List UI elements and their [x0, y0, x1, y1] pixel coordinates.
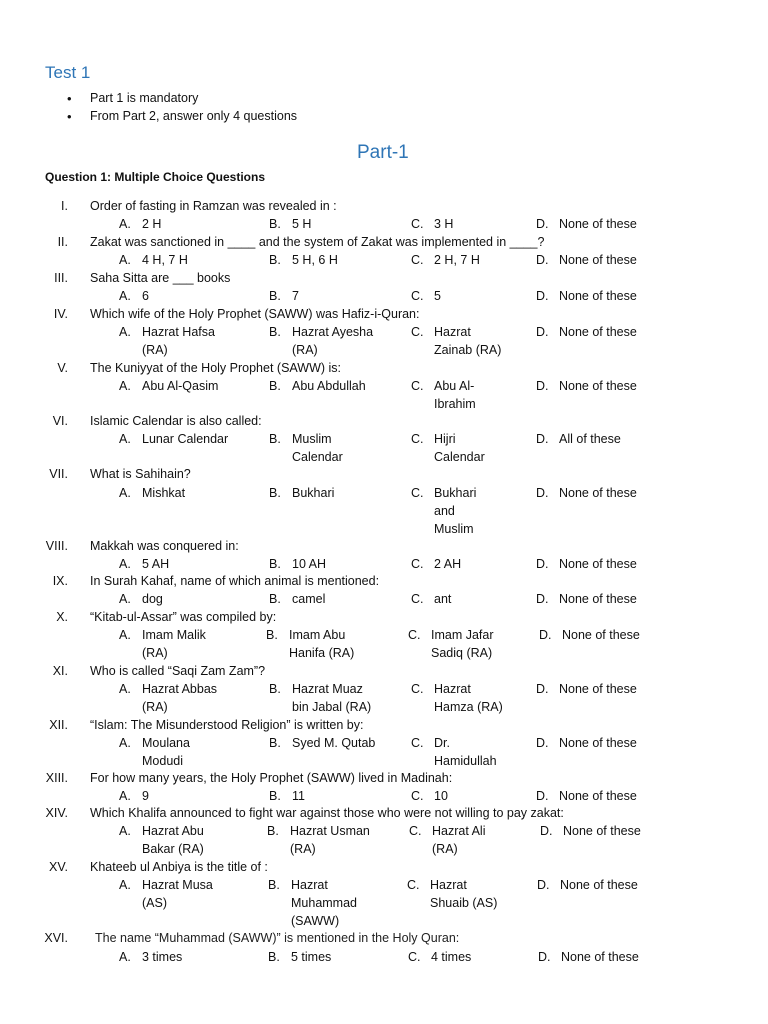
- question-text: Which Khalifa announced to fight war against those who were not willing to pay zakat:: [90, 806, 564, 820]
- option-text: None of these: [559, 789, 637, 803]
- question-text: The Kuniyyat of the Holy Prophet (SAWW) is:: [90, 361, 342, 375]
- option-text: None of these: [559, 592, 637, 606]
- option-letter: C.: [411, 736, 424, 750]
- option-letter: A.: [119, 789, 131, 803]
- option-letter: D.: [536, 682, 549, 696]
- option-text: Hazrat Musa: [142, 878, 213, 892]
- option-text: Shuaib (AS): [430, 896, 498, 910]
- option-text: Hazrat Hafsa: [142, 325, 215, 339]
- option-letter: A.: [119, 289, 131, 303]
- option-text: Hazrat Ali: [432, 824, 486, 838]
- option-letter: B.: [269, 432, 281, 446]
- option-text: Imam Malik: [142, 628, 206, 642]
- question-text: Zakat was sanctioned in ____ and the system of Zakat was implemented in ____?: [90, 235, 545, 249]
- option-text: None of these: [559, 682, 637, 696]
- option-letter: B.: [266, 628, 278, 642]
- bullet-icon: •: [67, 91, 72, 106]
- question-number: VIII.: [45, 539, 68, 553]
- option-text: Muslim: [292, 432, 332, 446]
- option-letter: D.: [536, 379, 549, 393]
- option-letter: D.: [536, 217, 549, 231]
- option-letter: C.: [411, 289, 424, 303]
- option-text: Hazrat Ayesha: [292, 325, 374, 339]
- section-heading: Question 1: Multiple Choice Questions: [45, 170, 266, 184]
- question-number: VI.: [52, 414, 68, 428]
- option-text: None of these: [559, 217, 637, 231]
- instruction-text: Part 1 is mandatory: [90, 91, 199, 105]
- option-text: All of these: [559, 432, 621, 446]
- option-text: and: [434, 504, 455, 518]
- question-number: III.: [54, 271, 68, 285]
- option-text: Mishkat: [142, 486, 186, 500]
- option-letter: A.: [119, 325, 131, 339]
- option-letter: D.: [537, 878, 550, 892]
- option-letter: D.: [536, 432, 549, 446]
- option-text: Bukhari: [434, 486, 477, 500]
- option-text: Dr.: [434, 736, 450, 750]
- option-text: (RA): [432, 842, 458, 856]
- option-text: Abu Abdullah: [292, 379, 366, 393]
- option-letter: B.: [269, 217, 281, 231]
- option-letter: C.: [411, 253, 424, 267]
- option-letter: A.: [119, 592, 131, 606]
- option-text: Hazrat: [291, 878, 328, 892]
- option-text: Sadiq (RA): [431, 646, 493, 660]
- option-text: Muhammad: [291, 896, 357, 910]
- option-letter: B.: [269, 325, 281, 339]
- option-text: 7: [292, 289, 299, 303]
- question-number: XVI.: [44, 931, 68, 945]
- option-text: 4 H, 7 H: [142, 253, 188, 267]
- option-letter: D.: [536, 486, 549, 500]
- option-text: None of these: [560, 878, 638, 892]
- question-text: Islamic Calendar is also called:: [90, 414, 262, 428]
- option-letter: B.: [269, 682, 281, 696]
- option-text: Imam Abu: [289, 628, 346, 642]
- option-text: 6: [142, 289, 149, 303]
- question-number: I.: [61, 199, 68, 213]
- question-text: Who is called “Saqi Zam Zam”?: [90, 664, 266, 678]
- option-text: Calendar: [434, 450, 485, 464]
- option-text: Moulana: [142, 736, 190, 750]
- option-text: None of these: [559, 253, 637, 267]
- question-number: V.: [57, 361, 68, 375]
- question-number: XIII.: [45, 771, 68, 785]
- option-text: (RA): [142, 646, 168, 660]
- option-letter: B.: [267, 824, 279, 838]
- option-letter: D.: [536, 736, 549, 750]
- option-letter: A.: [119, 824, 131, 838]
- option-text: Bukhari: [292, 486, 335, 500]
- bullet-icon: •: [67, 109, 72, 124]
- option-letter: B.: [269, 379, 281, 393]
- option-text: 2 H, 7 H: [434, 253, 480, 267]
- option-letter: D.: [536, 253, 549, 267]
- option-letter: C.: [411, 432, 424, 446]
- question-number: VII.: [49, 467, 68, 481]
- option-text: camel: [292, 592, 326, 606]
- question-text: Which wife of the Holy Prophet (SAWW) was Hafiz-i-Quran:: [90, 307, 420, 321]
- option-text: 2 AH: [434, 557, 462, 571]
- option-text: Hazrat: [434, 325, 471, 339]
- option-text: None of these: [561, 950, 639, 964]
- question-number: XII.: [49, 718, 68, 732]
- option-letter: B.: [269, 592, 281, 606]
- option-text: 5: [434, 289, 441, 303]
- option-text: dog: [142, 592, 163, 606]
- option-letter: C.: [411, 217, 424, 231]
- option-text: 10 AH: [292, 557, 327, 571]
- option-text: (RA): [142, 343, 168, 357]
- option-letter: C.: [411, 789, 424, 803]
- option-letter: A.: [119, 217, 131, 231]
- option-letter: A.: [119, 557, 131, 571]
- option-text: Zainab (RA): [434, 343, 502, 357]
- option-letter: C.: [407, 878, 420, 892]
- part-title: Part-1: [357, 142, 409, 163]
- option-text: 11: [292, 789, 305, 803]
- option-text: None of these: [559, 325, 637, 339]
- option-text: 5 H: [292, 217, 312, 231]
- option-text: 4 times: [431, 950, 472, 964]
- option-text: Hazrat: [434, 682, 471, 696]
- option-text: ant: [434, 592, 452, 606]
- option-letter: D.: [539, 628, 552, 642]
- option-text: 5 H, 6 H: [292, 253, 338, 267]
- option-text: 3 H: [434, 217, 454, 231]
- option-text: Muslim: [434, 522, 474, 536]
- option-text: (RA): [292, 343, 318, 357]
- option-letter: C.: [411, 379, 424, 393]
- option-text: Hazrat: [430, 878, 467, 892]
- question-number: II.: [57, 235, 68, 249]
- option-letter: D.: [536, 789, 549, 803]
- option-letter: B.: [269, 736, 281, 750]
- option-letter: C.: [409, 824, 422, 838]
- option-letter: A.: [119, 486, 131, 500]
- question-text: The name “Muhammad (SAWW)” is mentioned in the Holy Quran:: [95, 931, 460, 945]
- option-letter: D.: [540, 824, 553, 838]
- list-item: [67, 109, 298, 124]
- list-item: [67, 91, 199, 106]
- option-text: Ibrahim: [434, 397, 476, 411]
- option-letter: D.: [536, 325, 549, 339]
- option-letter: A.: [119, 432, 131, 446]
- option-text: 10: [434, 789, 448, 803]
- option-letter: B.: [269, 253, 281, 267]
- option-letter: C.: [408, 628, 421, 642]
- option-letter: C.: [411, 486, 424, 500]
- option-text: (RA): [142, 700, 168, 714]
- option-text: Calendar: [292, 450, 343, 464]
- option-letter: A.: [119, 950, 131, 964]
- question-text: Saha Sitta are ___ books: [90, 271, 231, 285]
- option-letter: D.: [536, 557, 549, 571]
- option-letter: C.: [411, 682, 424, 696]
- option-text: 5 AH: [142, 557, 170, 571]
- option-text: Imam Jafar: [431, 628, 494, 642]
- question-number: XI.: [52, 664, 68, 678]
- option-text: Hanifa (RA): [289, 646, 355, 660]
- question-number: IV.: [53, 307, 68, 321]
- option-letter: D.: [536, 289, 549, 303]
- option-text: (AS): [142, 896, 167, 910]
- question-number: XV.: [48, 860, 68, 874]
- option-text: bin Jabal (RA): [292, 700, 372, 714]
- option-text: None of these: [559, 736, 637, 750]
- option-letter: C.: [411, 557, 424, 571]
- question-text: Order of fasting in Ramzan was revealed in :: [90, 199, 337, 213]
- option-text: None of these: [563, 824, 641, 838]
- option-letter: D.: [536, 592, 549, 606]
- option-letter: B.: [269, 486, 281, 500]
- option-text: None of these: [559, 289, 637, 303]
- option-text: Hamidullah: [434, 754, 497, 768]
- option-text: Hamza (RA): [434, 700, 503, 714]
- option-letter: D.: [538, 950, 551, 964]
- question-text: What is Sahihain?: [90, 467, 191, 481]
- option-text: None of these: [562, 628, 640, 642]
- question-number: IX.: [52, 574, 68, 588]
- question-text: “Islam: The Misunderstood Religion” is written by:: [90, 718, 364, 732]
- option-text: Abu Al-: [434, 379, 475, 393]
- option-text: None of these: [559, 557, 637, 571]
- option-text: (RA): [290, 842, 316, 856]
- option-letter: A.: [119, 253, 131, 267]
- test-title: Test 1: [45, 63, 91, 82]
- option-text: Abu Al-Qasim: [142, 379, 219, 393]
- option-text: None of these: [559, 486, 637, 500]
- option-letter: B.: [269, 557, 281, 571]
- option-text: (SAWW): [291, 914, 340, 928]
- option-letter: B.: [269, 289, 281, 303]
- option-letter: C.: [408, 950, 421, 964]
- option-text: Hazrat Abbas: [142, 682, 218, 696]
- question-text: Makkah was conquered in:: [90, 539, 239, 553]
- question-text: “Kitab-ul-Assar” was compiled by:: [90, 610, 277, 624]
- option-letter: A.: [119, 379, 131, 393]
- option-text: Lunar Calendar: [142, 432, 229, 446]
- instruction-text: From Part 2, answer only 4 questions: [90, 109, 298, 123]
- option-letter: B.: [268, 950, 280, 964]
- question-text: Khateeb ul Anbiya is the title of :: [90, 860, 268, 874]
- question-number: XIV.: [45, 806, 68, 820]
- option-text: None of these: [559, 379, 637, 393]
- question-text: In Surah Kahaf, name of which animal is mentioned:: [90, 574, 380, 588]
- option-text: Hazrat Abu: [142, 824, 204, 838]
- option-letter: C.: [411, 592, 424, 606]
- option-text: 5 times: [291, 950, 332, 964]
- option-letter: B.: [269, 789, 281, 803]
- option-text: 3 times: [142, 950, 183, 964]
- option-text: Hijri: [434, 432, 456, 446]
- option-text: Modudi: [142, 754, 183, 768]
- option-text: Hazrat Usman: [290, 824, 370, 838]
- option-letter: A.: [119, 736, 131, 750]
- option-text: 9: [142, 789, 149, 803]
- question-number: X.: [56, 610, 68, 624]
- option-letter: C.: [411, 325, 424, 339]
- option-text: Syed M. Qutab: [292, 736, 376, 750]
- option-letter: A.: [119, 682, 131, 696]
- option-letter: A.: [119, 878, 131, 892]
- option-text: Bakar (RA): [142, 842, 204, 856]
- option-letter: A.: [119, 628, 131, 642]
- option-letter: B.: [268, 878, 280, 892]
- option-text: 2 H: [142, 217, 162, 231]
- option-text: Hazrat Muaz: [292, 682, 363, 696]
- question-text: For how many years, the Holy Prophet (SAWW) lived in Madinah:: [90, 771, 453, 785]
